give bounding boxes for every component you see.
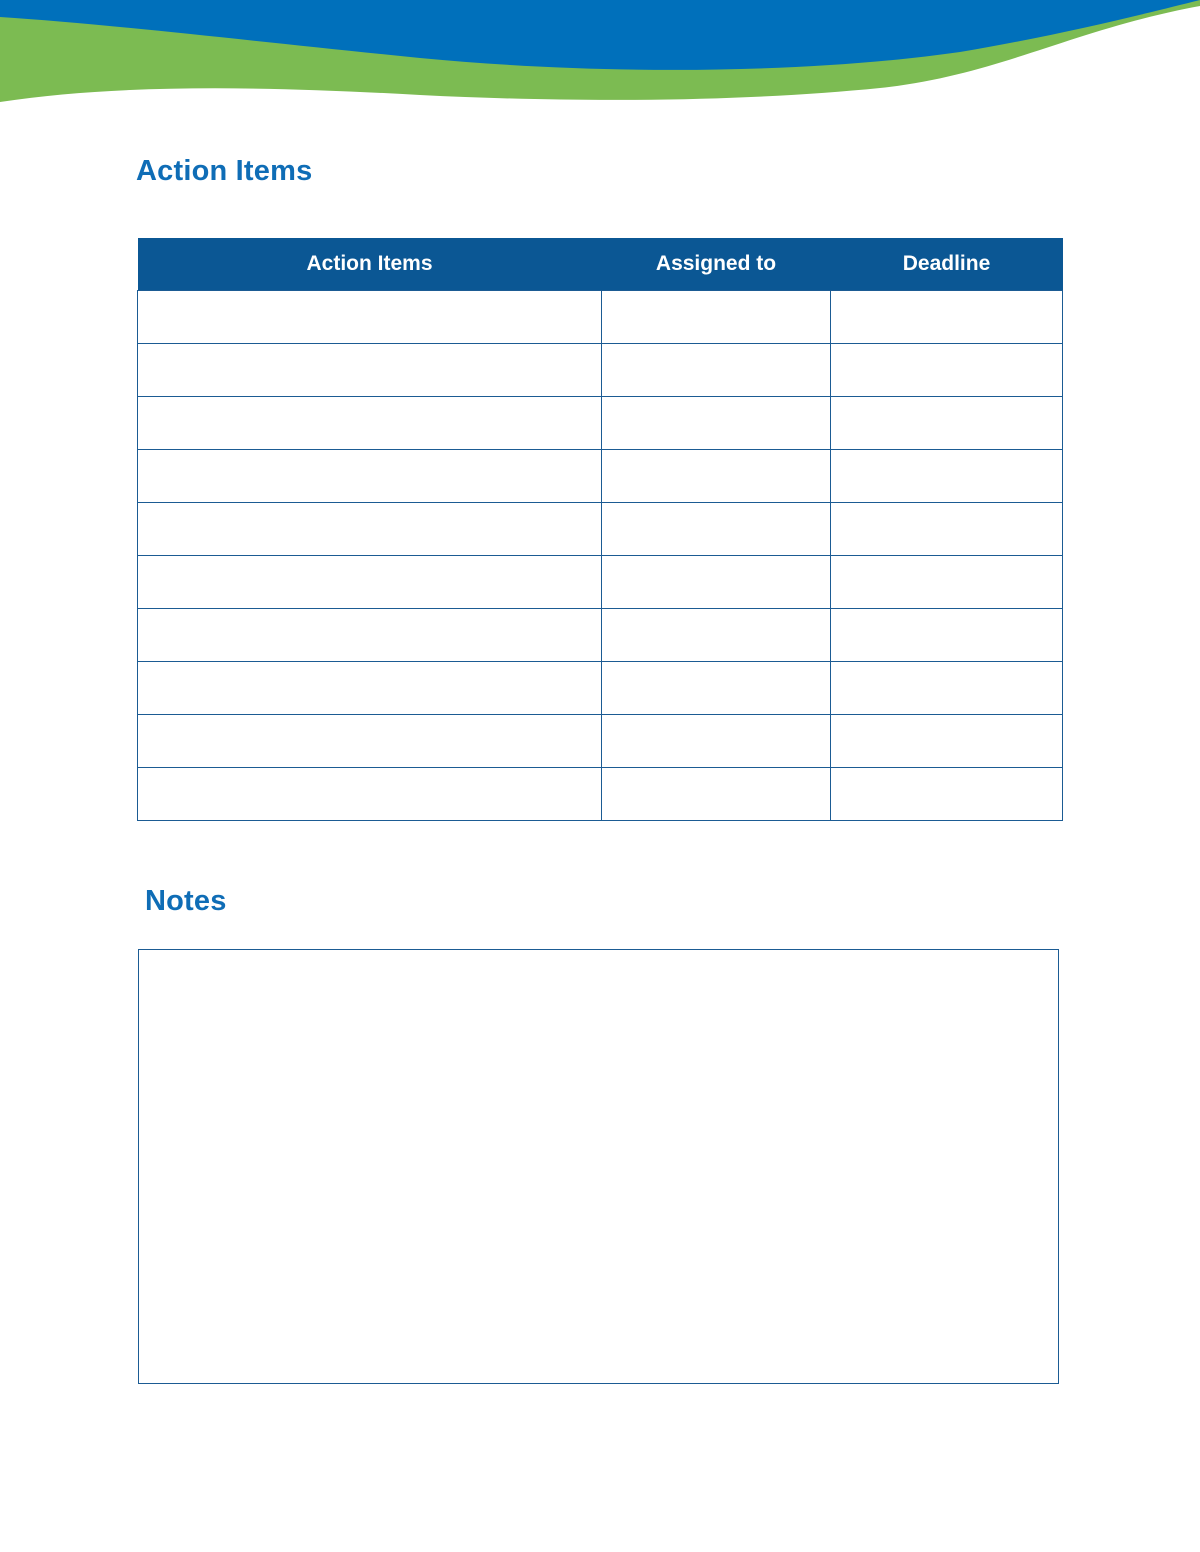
action-item-cell[interactable] [138, 556, 602, 609]
deadline-cell[interactable] [831, 450, 1063, 503]
assigned-to-cell[interactable] [602, 556, 831, 609]
assigned-to-cell[interactable] [602, 503, 831, 556]
table-row [138, 397, 1063, 450]
action-item-cell[interactable] [138, 609, 602, 662]
column-header-deadline: Deadline [831, 238, 1063, 291]
deadline-cell[interactable] [831, 715, 1063, 768]
table-row [138, 344, 1063, 397]
table-row [138, 503, 1063, 556]
table-row [138, 662, 1063, 715]
table-row [138, 715, 1063, 768]
action-item-cell[interactable] [138, 503, 602, 556]
deadline-cell[interactable] [831, 768, 1063, 821]
deadline-cell[interactable] [831, 662, 1063, 715]
column-header-assigned-to: Assigned to [602, 238, 831, 291]
action-item-cell[interactable] [138, 291, 602, 344]
action-item-cell[interactable] [138, 662, 602, 715]
action-item-cell[interactable] [138, 715, 602, 768]
assigned-to-cell[interactable] [602, 344, 831, 397]
action-item-cell[interactable] [138, 344, 602, 397]
deadline-cell[interactable] [831, 291, 1063, 344]
action-item-cell[interactable] [138, 397, 602, 450]
action-item-cell[interactable] [138, 768, 602, 821]
action-items-title: Action Items [136, 155, 313, 187]
action-item-cell[interactable] [138, 450, 602, 503]
notes-title: Notes [145, 885, 227, 917]
deadline-cell[interactable] [831, 397, 1063, 450]
table-row [138, 609, 1063, 662]
table-row [138, 291, 1063, 344]
assigned-to-cell[interactable] [602, 450, 831, 503]
assigned-to-cell[interactable] [602, 662, 831, 715]
deadline-cell[interactable] [831, 503, 1063, 556]
deadline-cell[interactable] [831, 609, 1063, 662]
notes-box[interactable] [138, 949, 1059, 1384]
assigned-to-cell[interactable] [602, 715, 831, 768]
column-header-action-items: Action Items [138, 238, 602, 291]
table-header-row [138, 238, 1063, 291]
deadline-cell[interactable] [831, 556, 1063, 609]
assigned-to-cell[interactable] [602, 397, 831, 450]
table-row [138, 556, 1063, 609]
table-row [138, 450, 1063, 503]
assigned-to-cell[interactable] [602, 609, 831, 662]
table-row [138, 768, 1063, 821]
assigned-to-cell[interactable] [602, 768, 831, 821]
action-items-table [137, 238, 1063, 821]
assigned-to-cell[interactable] [602, 291, 831, 344]
header-wave-decoration [0, 0, 1200, 110]
deadline-cell[interactable] [831, 344, 1063, 397]
